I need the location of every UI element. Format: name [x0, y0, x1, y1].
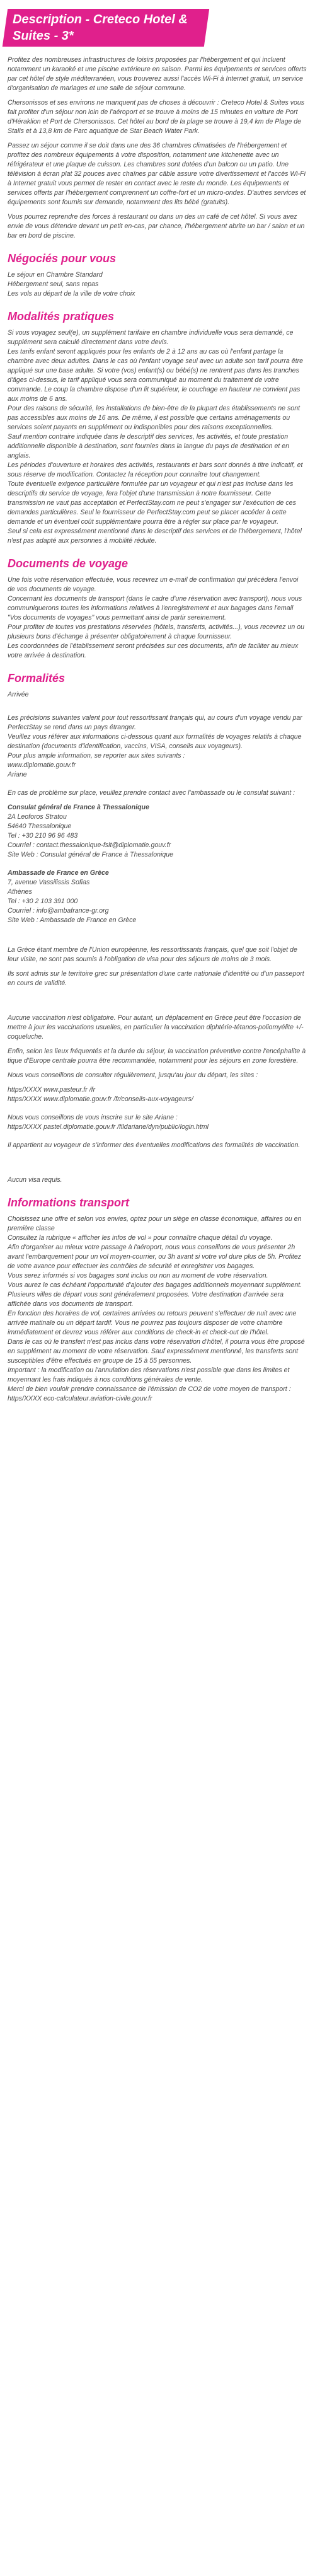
transport-line: Dans le cas où le transfert n'est pas inclus dans votre réservation d'hôtel, il pourra vous être proposé en supplément au moment de votre réservation. Sauf expressément mentionné, les transferts sont susceptibles d'être effectués en groupe de 15 à 55 personnes.: [8, 1338, 305, 1365]
conseils-link[interactable]: https/XXXX www.diplomatie.gouv.fr /fr/conseils-aux-voyageurs/: [8, 1095, 193, 1103]
ariane-login-link[interactable]: https/XXXX pastel.diplomatie.gouv.fr /fildariane/dyn/public/login.html: [8, 1123, 209, 1131]
formalites-intro-line: Les précisions suivantes valent pour tout ressortissant français qui, au cours d'un voyage vendu par PerfectStay se rend dans un pays étranger.: [8, 714, 302, 731]
sites-list: [8, 1085, 307, 1104]
vaccin-paragraph: Enfin, selon les lieux fréquentés et la durée du séjour, la vaccination préventive contre l'encéphalite à tique d'Europe centrale pourra être recommandée, notamment pour les séjours en zone forestière.: [8, 1048, 306, 1065]
transport-title: Informations transport: [8, 1196, 130, 1209]
modalites-list: [8, 328, 307, 546]
inscrire-intro: Nous vous conseillons de vous inscrire sur le site Ariane :: [8, 1114, 178, 1121]
consulat-intro: En cas de problème sur place, veuillez prendre contact avec l'ambassade ou le consulat suivant :: [8, 789, 295, 797]
transport-line: Merci de bien vouloir prendre connaissance de l'émission de CO2 de votre moyen de transport : https/XXXX eco-calculateur.aviation-civile.gouv.fr: [8, 1385, 291, 1402]
modalites-line: Sauf mention contraire indiquée dans le descriptif des services, les activités, et toute prestation additionnelle disponible à destination, sont fournies dans la langue du pays de destination et en anglais.: [8, 433, 290, 459]
documents-title: Documents de voyage: [8, 557, 129, 570]
description-paragraph: Vous pourrez reprendre des forces à restaurant ou dans un des un café de cet hôtel. Si vous avez envie de vous détendre devant un petit en-cas, par chance, l'hébergement abrite un bar / salon et un bar en bord de piscine.: [8, 213, 305, 240]
description-paragraph: Passez un séjour comme il se doit dans une des 36 chambres climatisées de l'hébergement et profitez des nombreux équipements à votre disposition, notamment une kitchenette avec un réfrigérateur et une plaque de cuisson. Les chambres sont dotées d'un balcon ou un patio. Une télévision à écran plat 32 pouces avec chaînes par câble assure votre divertissement et l'accès Wi-Fi à Internet gratuit vous permet de rester en contact avec le reste du monde. Les équipements et services offerts par l'hébergement comprennent un coffre-fort et un micro-ondes. D'autres services et équipements sont fournis sur demande, notamment des lits bébé (gratuits).: [8, 142, 306, 206]
pasteur-link[interactable]: https/XXXX www.pasteur.fr /fr: [8, 1086, 96, 1094]
description-paragraph: Chersonissos et ses environs ne manquent pas de choses à découvrir : Creteco Hotel & Suites vous fait profiter d'un séjour non loin de l'aéroport et se trouve à moins de 15 minutes en voiture de Port d'Héraklion et Port de Chersonissos. Cet hôtel au bord de la plage se trouve à 19,4 km de Plage de Stalis et à 13,8 km de Parc aquatique de Star Beach Water Park.: [8, 99, 305, 135]
modalites-line: Les périodes d'ouverture et horaires des activités, restaurants et bars sont donnés à titre indicatif, et sous réserve de modification. Contactez la réception pour connaître tout changement.: [8, 461, 303, 478]
transport-list: [8, 1215, 307, 1404]
modalites-line: Si vous voyagez seul(e), un supplément tarifaire en chambre individuelle vous sera demandé, ce supplément sera calculé directement dans votre devis.: [8, 329, 294, 346]
modalites-title: Modalités pratiques: [8, 310, 115, 323]
documents-line: Pour profiter de toutes vos prestations réservées (hôtels, transferts, activités...), vous recevrez un ou plusieurs bons d'échange à présenter obligatoirement à chaque fournisseur.: [8, 623, 305, 640]
documents-list: [8, 575, 307, 661]
ue-paragraph: La Grèce étant membre de l'Union européenne, les ressortissants français, quel que soit l'objet de leur visite, ne sont pas soumis à l'obligation de visa pour des séjours de moins de 3 mois.: [8, 946, 297, 963]
modalites-line: Toute éventuelle exigence particulière formulée par un voyageur et qui n'est pas incluse dans les descriptifs du service de voyage, fera l'objet d'une transmission à notre fournisseur. Cette transmission ne vaut pas acceptation et PerfectStay.com ne peut s'engager sur l'exécution de ces demandes particulières. Seul le fournisseur de PerfectStay.com peut se placer accéder à cette demande et un éventuel coût supplémentaire pourra être à régler sur place par le voyageur.: [8, 480, 296, 526]
documents-line: Les coordonnées de l'établissement seront précisées sur ces documents, afin de faciliter au mieux votre arrivée à destination.: [8, 642, 299, 659]
transport-line: Plusieurs villes de départ vous sont généralement proposées. Votre destination d'arrivée sera affichée dans vos documents de transport.: [8, 1291, 284, 1308]
negocies-item: Hébergement seul, sans repas: [8, 280, 99, 288]
transport-line: Choisissez une offre et selon vos envies, optez pour un siège en classe économique, affaires ou en première classe: [8, 1215, 302, 1232]
modalites-line: Pour des raisons de sécurité, les installations de bien-être de la plupart des établissements ne sont pas accessibles aux moins de 16 ans. De même, il est possible que certains aménagements ou services soient payants en supplément ou indisponibles pour des raisons exceptionnelles.: [8, 405, 301, 431]
consulat-line: Tel : +30 210 96 96 483: [8, 832, 78, 840]
formalites-intro: [8, 713, 307, 780]
ambassade-line: 7, avenue Vassilissis Sofias: [8, 879, 90, 886]
negocies-title: Négociés pour vous: [8, 252, 117, 265]
negocies-item: Le séjour en Chambre Standard: [8, 271, 103, 279]
transport-line: Vous serez informés si vos bagages sont inclus ou non au moment de votre réservation.: [8, 1272, 268, 1279]
informer-note: Il appartient au voyageur de s'informer des éventuelles modifications des formalités de vaccination.: [8, 1141, 301, 1149]
consulat-website[interactable]: Site Web : Consulat général de France à Thessalonique: [8, 851, 174, 858]
sites-intro: Nous vous conseillons de consulter régulièrement, jusqu'au jour du départ, les sites :: [8, 1071, 258, 1079]
description-section: [8, 55, 307, 241]
consulat-block: [8, 803, 307, 860]
negocies-list: [8, 270, 307, 299]
transport-line: Afin d'organiser au mieux votre passage à l'aéroport, nous vous conseillons de vous présenter 2h avant l'embarquement pour un vol moyen-courrier, ou 3h avant si votre vol dure plus de 5h. Profitez de votre avance pour effectuer les contrôles de sécurité et enregistrer vos bagages.: [8, 1244, 302, 1270]
aucun-visa: Aucun visa requis.: [8, 1176, 62, 1184]
modalites-line: Les tarifs enfant seront appliqués pour les enfants de 2 à 12 ans au cas où l'enfant partage la chambre avec deux adultes. Dans le cas où l'enfant voyage seul avec un adulte son tarif pourra être appliqué sur une base adulte. Si votre (vos) enfant(s) ou bébé(s) ne rentrent pas dans les tranches d'âges ci-dessus, le tarif appliqué vous sera communiqué au moment du traitement de votre commande. Le coup la chambre dispose d'un lit supérieur, le couchage en hauteur ne convient pas aux moins de 6 ans.: [8, 348, 304, 403]
description-paragraph: Profitez des nombreuses infrastructures de loisirs proposées par l'hébergement et qui incluent notamment un karaoké et une piscine extérieure en saison. Parmi les équipements et services offerts par cet hôtel de style méditerranéen, vous trouverez aussi l'accès Wi-Fi à Internet gratuit, un service d'organisation de mariages et une salle de séjour commune.: [8, 56, 307, 92]
content: [0, 55, 315, 1404]
ambassade-email[interactable]: Courriel : info@ambafrance-gr.org: [8, 907, 109, 915]
transport-line: En fonction des horaires de vol, certaines arrivées ou retours peuvent s'effectuer de nuit avec une arrivée matinale ou un départ tardif. Vous ne pourrez pas toujours disposer de votre chambre immédiatement et devrez vous référer aux conditions de check-in et check-out de l'hôtel.: [8, 1310, 297, 1336]
inscrire-block: [8, 1113, 307, 1132]
banner-title: Description - Creteco Hotel & Suites - 3*: [13, 13, 188, 43]
formalites-intro-line: Veuillez vous référer aux informations ci-dessous quant aux formalités de voyages relatifs à chaque destination (documents d'identification, vaccins, VISA, conseils aux voyageurs).: [8, 733, 302, 750]
ambassade-line: Tel : +30 2 103 391 000: [8, 898, 78, 905]
consulat-title: Consulat général de France à Thessalonique: [8, 804, 149, 811]
documents-line: Une fois votre réservation effectuée, vous recevrez un e-mail de confirmation qui précédera l'envoi de vos documents de voyage.: [8, 576, 299, 593]
consulat-email[interactable]: Courriel : contact.thessalonique-fslt@diplomatie.gouv.fr: [8, 841, 171, 849]
ambassade-title: Ambassade de France en Grèce: [8, 869, 109, 877]
vaccin-paragraph: Aucune vaccination n'est obligatoire. Pour autant, un déplacement en Grèce peut être l'occasion de mettre à jour les vaccinations usuelles, en particulier la vaccination diphtérie-tétanos-poliomyélite +/- coqueluche.: [8, 1014, 304, 1041]
ue-paragraph: Ils sont admis sur le territoire grec sur présentation d'une carte nationale d'identité ou d'un passeport en cours de validité.: [8, 970, 304, 987]
transport-line: Vous aurez le cas échéant l'opportunité d'ajouter des bagages additionnels moyennant supplément.: [8, 1281, 302, 1289]
formalites-title: Formalités: [8, 672, 66, 684]
ambassade-block: [8, 869, 307, 925]
documents-line: Concernant les documents de transport (dans le cadre d'une réservation avec transport), nous vous communiquerons toutes les informations relatives à l'enregistrement et aux bagages dans l'email "Vos documents de voyages" vous permettant ainsi de partir sereinement.: [8, 595, 302, 621]
formalites-arrivee: Arrivée: [8, 691, 29, 698]
consulat-line: 54640 Thessalonique: [8, 823, 72, 830]
diplomatie-link[interactable]: www.diplomatie.gouv.fr: [8, 761, 76, 769]
formalites-intro-line: Pour plus ample information, se reporter aux sites suivants :: [8, 752, 185, 760]
transport-line: Important : la modification ou l'annulation des réservations n'est possible que dans les limites et moyennant les frais indiqués à nos conditions générales de vente.: [8, 1366, 290, 1383]
modalites-line: Seul si cela est expressément mentionné dans le descriptif des services et de l'hébergement, l'hôtel n'est pas adapté aux personnes à mobilité réduite.: [8, 528, 302, 545]
ambassade-website[interactable]: Site Web : Ambassade de France en Grèce: [8, 916, 137, 924]
negocies-item: Les vols au départ de la ville de votre choix: [8, 290, 135, 297]
transport-line: Consultez la rubrique « afficher les infos de vol » pour connaître chaque détail du voyage.: [8, 1234, 273, 1242]
description-banner: [3, 9, 209, 47]
ambassade-line: Athènes: [8, 888, 32, 896]
ariane-link[interactable]: Ariane: [8, 771, 27, 778]
consulat-line: 2A Leoforos Stratou: [8, 813, 67, 821]
